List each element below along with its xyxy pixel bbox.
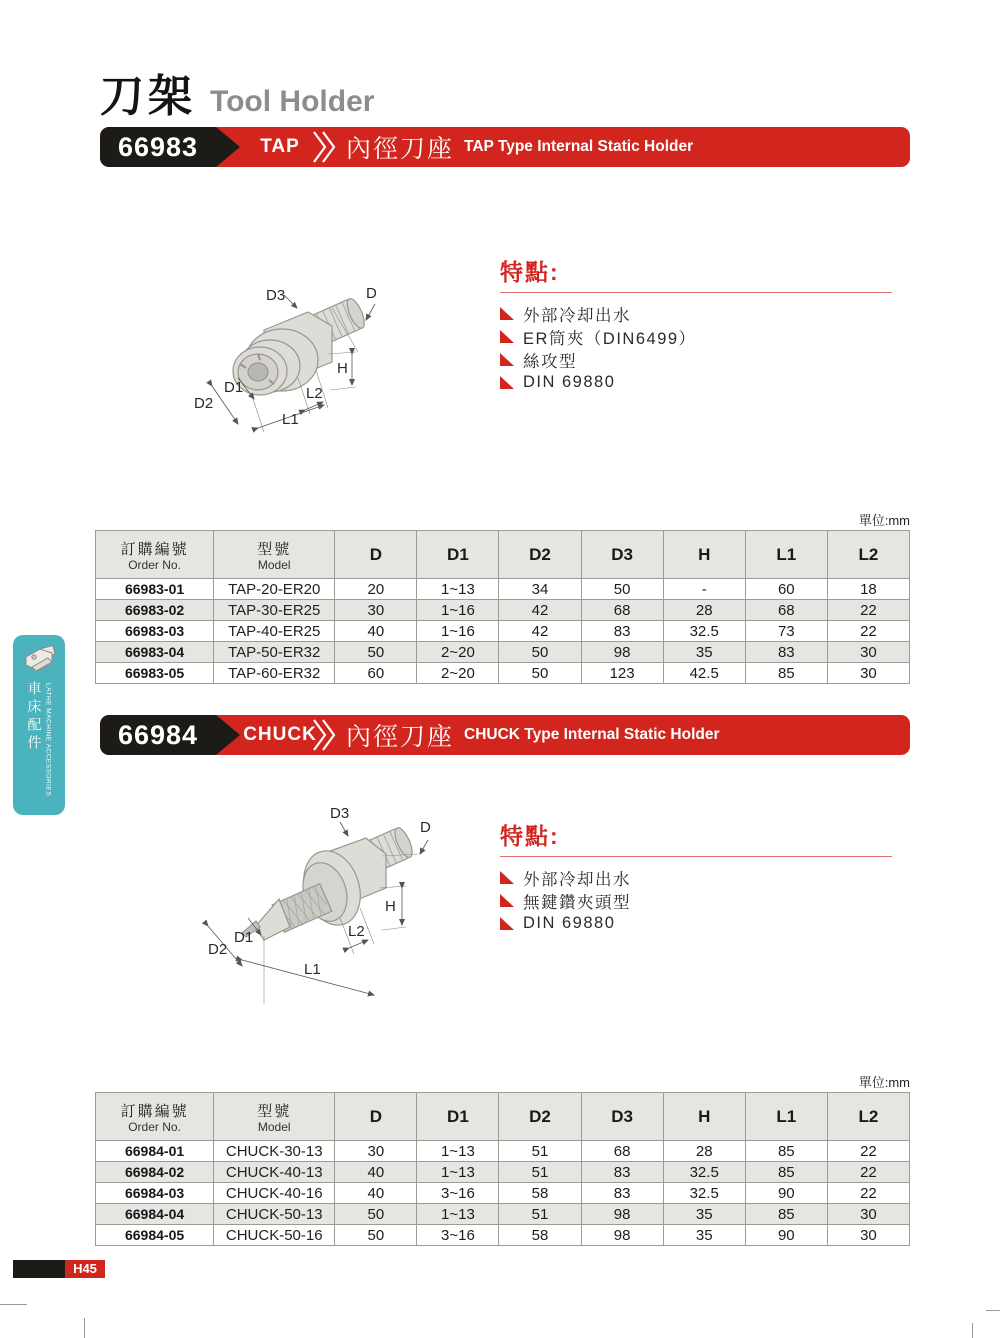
- cell-model: TAP-20-ER20: [214, 579, 335, 600]
- feature-item: 外部冷却出水: [500, 866, 892, 889]
- spec-table-66983: [95, 530, 910, 684]
- table-header-row: [96, 531, 910, 579]
- section-banner-66983: [100, 127, 910, 167]
- features-section-66983: [500, 254, 892, 394]
- header-dim: D: [335, 1093, 417, 1141]
- cell-order: 66983-03: [96, 621, 214, 642]
- diagram-tap-holder: [182, 268, 490, 460]
- dim-label-d1: D1: [234, 929, 254, 946]
- dim-label-l2: L2: [306, 385, 323, 402]
- section-type-label: CHUCK: [243, 724, 317, 745]
- header-dim: H: [663, 531, 745, 579]
- table-row: 66984-04 CHUCK-50-13 50 1~13 51 98 35 85 30: [96, 1204, 910, 1225]
- triangle-bullet-icon: [500, 917, 514, 930]
- header-dim: L1: [745, 531, 827, 579]
- unit-label: 單位:mm: [858, 513, 910, 528]
- page-number-badge: H45: [65, 1260, 105, 1278]
- feature-item: DIN 69880: [500, 912, 892, 935]
- cell-order: 66984-04: [96, 1204, 214, 1225]
- header-dim: D1: [417, 531, 499, 579]
- feature-item: 無鍵鑽夾頭型: [500, 889, 892, 912]
- dim-label-d2: D2: [208, 941, 228, 958]
- cell-model: CHUCK-50-13: [214, 1204, 335, 1225]
- sidebar-category-tab: [13, 635, 65, 815]
- table-row: 66983-01 TAP-20-ER20 20 1~13 34 50 - 60 18: [96, 579, 910, 600]
- header-order-no: 訂購編號 Order No.: [96, 1093, 214, 1141]
- cell-model: TAP-30-ER25: [214, 600, 335, 621]
- table-row: 66984-03 CHUCK-40-16 40 3~16 58 83 32.5 90 22: [96, 1183, 910, 1204]
- diagram-chuck-holder: [182, 796, 490, 1010]
- cell-order: 66984-05: [96, 1225, 214, 1246]
- dim-label-d2: D2: [194, 395, 214, 412]
- cell-model: TAP-40-ER25: [214, 621, 335, 642]
- dim-label-l2: L2: [348, 923, 365, 940]
- cell-order: 66983-01: [96, 579, 214, 600]
- header-model: 型號 Model: [214, 1093, 335, 1141]
- header-dim: D3: [581, 1093, 663, 1141]
- section-banner-66984: [100, 715, 910, 755]
- section-title-zh: 內徑刀座: [346, 135, 455, 163]
- dim-label-d3: D3: [266, 287, 286, 304]
- section-title-en: TAP Type Internal Static Holder: [464, 138, 694, 155]
- header-dim: D2: [499, 531, 581, 579]
- header-dim: L2: [827, 1093, 909, 1141]
- triangle-bullet-icon: [500, 871, 514, 884]
- cell-order: 66983-04: [96, 642, 214, 663]
- unit-label: 單位:mm: [858, 1075, 910, 1090]
- double-chevron-icon: [310, 718, 338, 752]
- triangle-bullet-icon: [500, 353, 514, 366]
- lathe-accessory-icon: [20, 643, 58, 677]
- double-chevron-icon: [310, 130, 338, 164]
- section-title-en: CHUCK Type Internal Static Holder: [464, 726, 720, 743]
- cell-model: CHUCK-40-13: [214, 1162, 335, 1183]
- crop-mark: [84, 1318, 85, 1338]
- features-title: 特點:: [500, 259, 560, 285]
- table-row: 66983-04 TAP-50-ER32 50 2~20 50 98 35 83 30: [96, 642, 910, 663]
- dim-label-d: D: [366, 285, 377, 302]
- dim-label-d: D: [420, 819, 431, 836]
- header-dim: D: [335, 531, 417, 579]
- cell-model: CHUCK-40-16: [214, 1183, 335, 1204]
- features-title: 特點:: [500, 823, 560, 849]
- cell-model: TAP-50-ER32: [214, 642, 335, 663]
- features-section-66984: [500, 818, 892, 935]
- cell-order: 66983-05: [96, 663, 214, 684]
- page-number-black-bar: [13, 1260, 65, 1278]
- feature-item: DIN 69880: [500, 371, 892, 394]
- triangle-bullet-icon: [500, 376, 514, 389]
- table-row: 66983-03 TAP-40-ER25 40 1~16 42 83 32.5 73 22: [96, 621, 910, 642]
- header-dim: L2: [827, 531, 909, 579]
- section-code: 66984: [117, 720, 199, 750]
- header-model: 型號 Model: [214, 531, 335, 579]
- header-dim: H: [663, 1093, 745, 1141]
- spec-table-66984: [95, 1092, 910, 1246]
- cell-order: 66984-03: [96, 1183, 214, 1204]
- header-dim: D3: [581, 531, 663, 579]
- feature-item: 絲攻型: [500, 348, 892, 371]
- cell-model: CHUCK-30-13: [214, 1141, 335, 1162]
- cell-model: CHUCK-50-16: [214, 1225, 335, 1246]
- header-dim: D2: [499, 1093, 581, 1141]
- page-title-en: Tool Holder: [210, 85, 375, 118]
- dim-label-h: H: [385, 898, 396, 915]
- triangle-bullet-icon: [500, 894, 514, 907]
- triangle-bullet-icon: [500, 330, 514, 343]
- table-row: 66984-02 CHUCK-40-13 40 1~13 51 83 32.5 85 22: [96, 1162, 910, 1183]
- header-dim: D1: [417, 1093, 499, 1141]
- section-code: 66983: [117, 132, 199, 162]
- table-header-row: [96, 1093, 910, 1141]
- cell-order: 66984-02: [96, 1162, 214, 1183]
- sidebar-label-zh: 車床配件: [26, 681, 43, 753]
- header-order-no: 訂購編號 Order No.: [96, 531, 214, 579]
- cell-order: 66984-01: [96, 1141, 214, 1162]
- feature-item: 外部冷却出水: [500, 302, 892, 325]
- header-dim: L1: [745, 1093, 827, 1141]
- crop-mark: [0, 1304, 27, 1305]
- table-row: 66984-01 CHUCK-30-13 30 1~13 51 68 28 85 22: [96, 1141, 910, 1162]
- cell-order: 66983-02: [96, 600, 214, 621]
- features-underline: [500, 292, 892, 293]
- cell-model: TAP-60-ER32: [214, 663, 335, 684]
- features-underline: [500, 856, 892, 857]
- dim-label-l1: L1: [304, 961, 321, 978]
- crop-mark: [972, 1323, 973, 1338]
- dim-label-h: H: [337, 360, 348, 377]
- crop-mark: [986, 1310, 1000, 1311]
- table-row: 66983-02 TAP-30-ER25 30 1~16 42 68 28 68 22: [96, 600, 910, 621]
- feature-item: ER筒夾（DIN6499）: [500, 325, 892, 348]
- table-row: 66984-05 CHUCK-50-16 50 3~16 58 98 35 90 30: [96, 1225, 910, 1246]
- dim-label-l1: L1: [282, 411, 299, 428]
- page-title: [100, 60, 374, 124]
- sidebar-label-en: LATHE MACHINE ACCESSORIES: [44, 683, 52, 797]
- dim-label-d1: D1: [224, 379, 244, 396]
- section-type-label: TAP: [260, 136, 300, 157]
- page-title-zh: 刀架: [100, 72, 196, 121]
- section-title-zh: 內徑刀座: [346, 723, 455, 751]
- triangle-bullet-icon: [500, 307, 514, 320]
- dim-label-d3: D3: [330, 805, 350, 822]
- table-row: 66983-05 TAP-60-ER32 60 2~20 50 123 42.5 85 30: [96, 663, 910, 684]
